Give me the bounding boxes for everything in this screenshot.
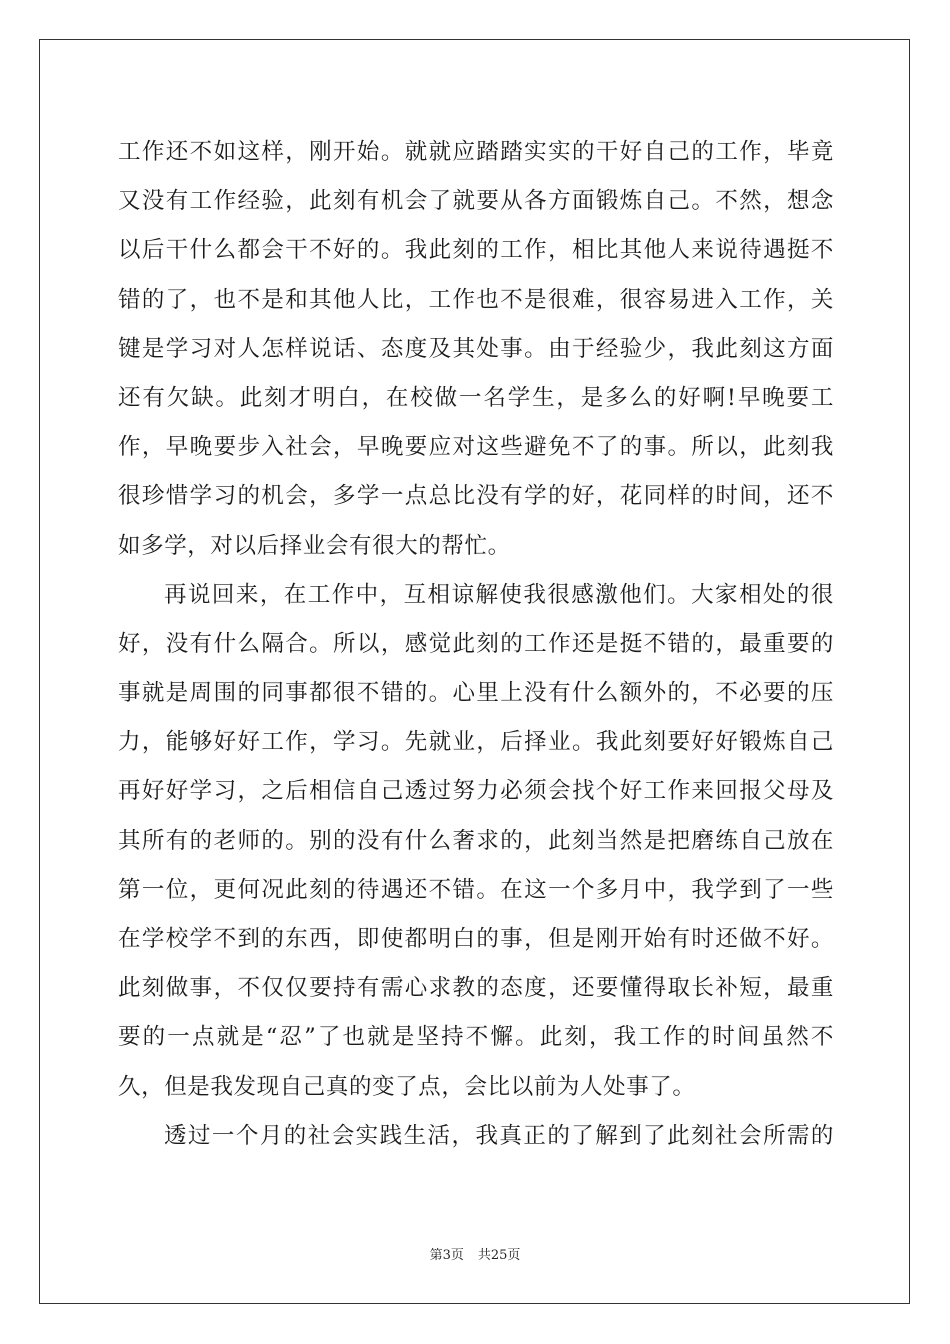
text-line: 要的一点就是“忍”了也就是坚持不懈。此刻，我工作的时间虽然不: [118, 1024, 834, 1051]
text-line: 工作还不如这样，刚开始。就就应踏踏实实的干好自己的工作，毕竟: [118, 139, 834, 165]
text-line: 很珍惜学习的机会，多学一点总比没有学的好，花同样的时间，还不: [118, 483, 834, 510]
text-line: 力，能够好好工作，学习。先就业，后择业。我此刻要好好锻炼自己: [118, 729, 834, 756]
page-number: 第3页: [429, 1248, 464, 1263]
text-line: 事就是周围的同事都很不错的。心里上没有什么额外的，不必要的压: [118, 680, 834, 707]
text-line: 作，早晚要步入社会，早晚要应对这些避免不了的事。所以，此刻我: [118, 434, 834, 461]
text-line: 键是学习对人怎样说话、态度及其处事。由于经验少，我此刻这方面: [118, 335, 834, 362]
paragraph-start-line: 透过一个月的社会实践生活，我真正的了解到了此刻社会所需的: [164, 1122, 834, 1149]
text-line: 还有欠缺。此刻才明白，在校做一名学生，是多么的好啊!早晚要工: [118, 384, 834, 411]
text-line: 再好好学习，之后相信自己透过努力必须会找个好工作来回报父母及: [118, 778, 834, 805]
text-line: 其所有的老师的。别的没有什么奢求的，此刻当然是把磨练自己放在: [118, 827, 834, 854]
text-line: 又没有工作经验，此刻有机会了就要从各方面锻炼自己。不然，想念: [118, 188, 834, 215]
text-line: 以后干什么都会干不好的。我此刻的工作，相比其他人来说待遇挺不: [118, 237, 834, 264]
text-line: 久，但是我发现自己真的变了点，会比以前为人处事了。: [118, 1073, 696, 1100]
document-body: [118, 128, 834, 1161]
text-line: 此刻做事，不仅仅要持有需心求教的态度，还要懂得取长补短，最重: [118, 975, 834, 1002]
text-line: 好，没有什么隔合。所以，感觉此刻的工作还是挺不错的，最重要的: [118, 630, 834, 657]
page-footer: [0, 1244, 950, 1263]
paragraph-start-line: 再说回来，在工作中，互相谅解使我很感激他们。大家相处的很: [164, 581, 834, 608]
text-line: 如多学，对以后择业会有很大的帮忙。: [118, 532, 511, 559]
text-line: 错的了，也不是和其他人比，工作也不是很难，很容易进入工作，关: [118, 286, 834, 313]
page-total: 共25页: [477, 1248, 521, 1263]
text-line: 第一位，更何况此刻的待遇还不错。在这一个多月中，我学到了一些: [118, 876, 834, 903]
text-line: 在学校学不到的东西，即使都明白的事，但是刚开始有时还做不好。: [118, 926, 834, 952]
